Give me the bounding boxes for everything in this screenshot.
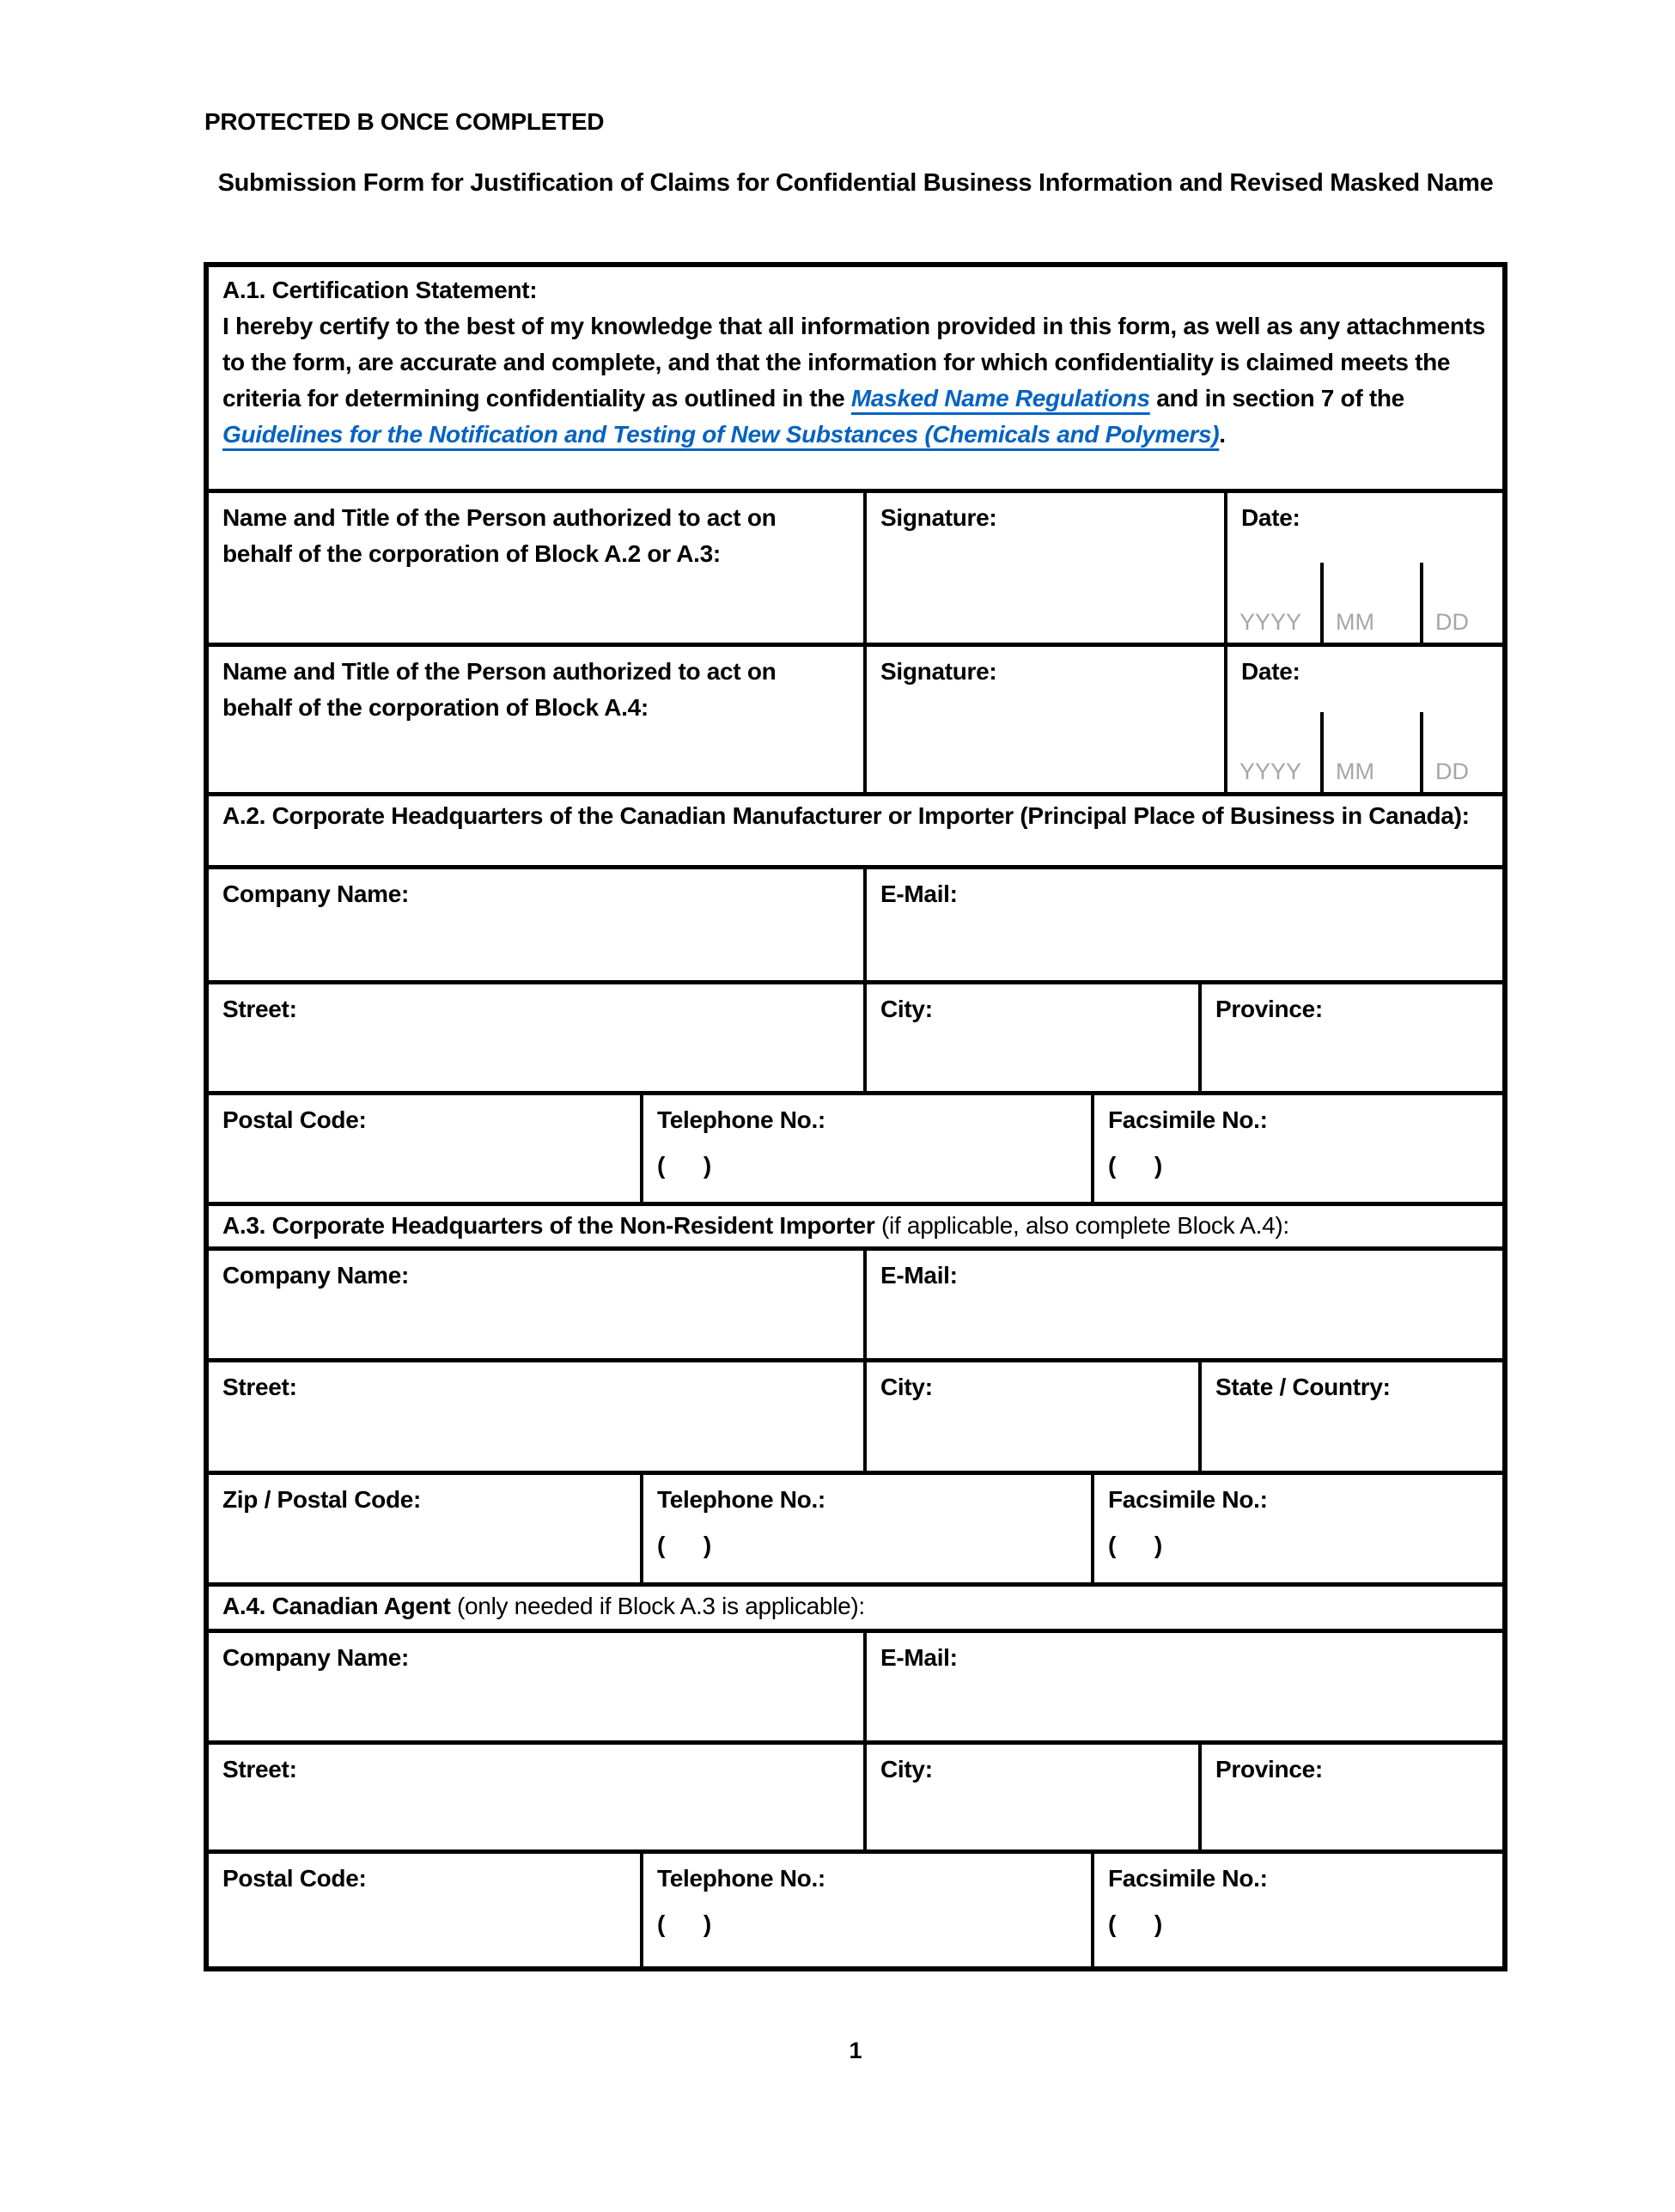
a3-state-country-label: State / Country: <box>1215 1374 1391 1401</box>
sig2-date-label: Date: <box>1241 658 1300 686</box>
a2-company-label: Company Name: <box>222 880 410 907</box>
a4-street-field[interactable] <box>209 1745 863 1849</box>
a2-telephone-label: Telephone No.: <box>657 1106 825 1134</box>
sig2-date-grid <box>1227 712 1502 792</box>
a4-company-label: Company Name: <box>222 1644 410 1672</box>
sig2-name-title-field[interactable] <box>209 647 863 792</box>
sig1-name-title-label: Name and Title of the Person authorized to act on behalf of the corporation of Block A.2 or A.3: <box>222 504 777 568</box>
a4-heading-bold: A.4. Canadian Agent <box>222 1592 458 1619</box>
a3-facsimile-parens: ( ) <box>1108 1532 1162 1559</box>
a4-facsimile-field[interactable] <box>1091 1854 1502 1966</box>
a4-email-field[interactable] <box>863 1633 1502 1740</box>
form-table <box>204 262 1508 1971</box>
a2-province-label: Province: <box>1215 995 1323 1022</box>
a3-postal-phone-row <box>209 1475 1502 1586</box>
sig2-yyyy-hint: YYYY <box>1240 759 1302 785</box>
a3-telephone-label: Telephone No.: <box>657 1486 825 1514</box>
a3-state-country-field[interactable] <box>1198 1362 1502 1471</box>
sig2-name-title-label: Name and Title of the Person authorized to act on behalf of the corporation of Block A.4: <box>222 658 777 722</box>
a3-telephone-parens: ( ) <box>657 1532 711 1559</box>
sig2-date-year-box[interactable] <box>1227 712 1320 792</box>
a3-zip-postal-field[interactable] <box>209 1475 640 1581</box>
sig1-signature-label: Signature: <box>880 504 997 532</box>
a1-statement-part3: . <box>1219 421 1226 448</box>
a2-heading-bold: A.2. Corporate Headquarters of the Canadian Manufacturer or Importer (Principal Place of Business in Canada): <box>222 802 1470 830</box>
sig1-mm-hint: MM <box>1336 609 1374 636</box>
sig1-date-year-box[interactable] <box>1227 563 1320 643</box>
a3-facsimile-field[interactable] <box>1091 1475 1502 1581</box>
a3-company-email-row <box>209 1251 1502 1362</box>
sig1-date-grid <box>1227 563 1502 643</box>
sig2-dd-hint: DD <box>1435 759 1469 785</box>
a4-company-email-row <box>209 1633 1502 1744</box>
a3-heading <box>209 1206 1502 1251</box>
a2-telephone-parens: ( ) <box>657 1152 711 1179</box>
a2-city-field[interactable] <box>863 984 1198 1091</box>
sig1-date-label: Date: <box>1241 504 1300 532</box>
sig2-date-month-box[interactable] <box>1320 712 1420 792</box>
a2-facsimile-label: Facsimile No.: <box>1108 1106 1268 1134</box>
a4-facsimile-parens: ( ) <box>1108 1910 1162 1937</box>
a4-company-field[interactable] <box>209 1633 863 1740</box>
sig1-date-day-box[interactable] <box>1420 563 1502 643</box>
guidelines-new-substances-link[interactable]: Guidelines for the Notification and Testing of New Substances (Chemicals and Polymers) <box>222 421 1220 448</box>
a4-heading-normal: (only needed if Block A.3 is applicable): <box>457 1592 865 1619</box>
a3-street-label: Street: <box>222 1374 297 1401</box>
a4-postal-phone-row <box>209 1854 1502 1966</box>
a4-telephone-label: Telephone No.: <box>657 1864 825 1892</box>
sig2-signature-field[interactable] <box>863 647 1224 792</box>
a4-postal-code-label: Postal Code: <box>222 1864 367 1892</box>
a4-province-field[interactable] <box>1198 1745 1502 1849</box>
a4-telephone-parens: ( ) <box>657 1910 711 1937</box>
protected-classification: PROTECTED B ONCE COMPLETED <box>204 108 605 135</box>
sig2-signature-label: Signature: <box>880 658 997 686</box>
a2-company-email-row <box>209 869 1502 984</box>
a2-street-label: Street: <box>222 995 297 1022</box>
a4-city-label: City: <box>880 1755 933 1782</box>
a3-email-label: E-Mail: <box>880 1262 958 1289</box>
a3-zip-postal-label: Zip / Postal Code: <box>222 1486 422 1514</box>
a4-telephone-field[interactable] <box>640 1854 1091 1966</box>
sig2-date-day-box[interactable] <box>1420 712 1502 792</box>
a4-street-city-row <box>209 1745 1502 1854</box>
sig1-date-month-box[interactable] <box>1320 563 1420 643</box>
a2-email-label: E-Mail: <box>880 880 958 907</box>
masked-name-regulations-link[interactable]: Masked Name Regulations <box>850 385 1150 411</box>
a3-city-field[interactable] <box>863 1362 1198 1471</box>
a2-facsimile-parens: ( ) <box>1108 1152 1162 1179</box>
a2-facsimile-field[interactable] <box>1091 1095 1502 1202</box>
a4-city-field[interactable] <box>863 1745 1198 1849</box>
sig1-name-title-field[interactable] <box>209 493 863 643</box>
a2-postal-phone-row <box>209 1095 1502 1206</box>
a3-street-city-row <box>209 1362 1502 1475</box>
a1-statement-part2: and in section 7 of the <box>1149 385 1404 411</box>
a2-street-city-row <box>209 984 1502 1095</box>
a2-postal-code-field[interactable] <box>209 1095 640 1202</box>
a2-heading <box>209 796 1502 869</box>
a3-company-field[interactable] <box>209 1251 863 1358</box>
a3-email-field[interactable] <box>863 1251 1502 1358</box>
a1-heading: A.1. Certification Statement: <box>222 277 538 303</box>
a1-certification-cell <box>209 267 1502 493</box>
a2-telephone-field[interactable] <box>640 1095 1091 1202</box>
a2-street-field[interactable] <box>209 984 863 1091</box>
sig2-date-field[interactable] <box>1224 647 1502 792</box>
a1-statement-part1: I hereby certify to the best of my knowledge that all information provided in this form, as well as any attachments to the form, are accurate and complete, and that the information for which confidentiality is claimed meets the criteria for determining confidentiality as outlined in the <box>222 313 1486 411</box>
a2-province-field[interactable] <box>1198 984 1502 1091</box>
form-title: Submission Form for Justification of Claims for Confidential Business Information and Revised Masked Name <box>217 169 1494 197</box>
a4-postal-code-field[interactable] <box>209 1854 640 1966</box>
a3-city-label: City: <box>880 1374 933 1401</box>
a2-postal-code-label: Postal Code: <box>222 1106 367 1134</box>
a3-heading-bold: A.3. Corporate Headquarters of the Non-Resident Importer <box>222 1212 882 1240</box>
a3-facsimile-label: Facsimile No.: <box>1108 1486 1268 1514</box>
page-number: 1 <box>849 2038 862 2063</box>
a3-heading-normal: (if applicable, also complete Block A.4): <box>881 1212 1289 1240</box>
sig2-mm-hint: MM <box>1336 759 1374 785</box>
a4-province-label: Province: <box>1215 1755 1323 1782</box>
a3-company-label: Company Name: <box>222 1262 410 1289</box>
sig1-yyyy-hint: YYYY <box>1240 609 1302 636</box>
a3-telephone-field[interactable] <box>640 1475 1091 1581</box>
a4-facsimile-label: Facsimile No.: <box>1108 1864 1268 1892</box>
a4-street-label: Street: <box>222 1755 297 1782</box>
sig1-date-field[interactable] <box>1224 493 1502 643</box>
a2-company-field[interactable] <box>209 869 863 980</box>
a1-statement <box>222 308 1489 453</box>
a4-heading <box>209 1587 1502 1634</box>
signature-row-1 <box>209 493 1502 647</box>
a2-city-label: City: <box>880 995 933 1022</box>
a3-street-field[interactable] <box>209 1362 863 1471</box>
signature-row-2 <box>209 647 1502 796</box>
a2-email-field[interactable] <box>863 869 1502 980</box>
sig1-dd-hint: DD <box>1435 609 1469 636</box>
sig1-signature-field[interactable] <box>863 493 1224 643</box>
a4-email-label: E-Mail: <box>880 1644 958 1672</box>
